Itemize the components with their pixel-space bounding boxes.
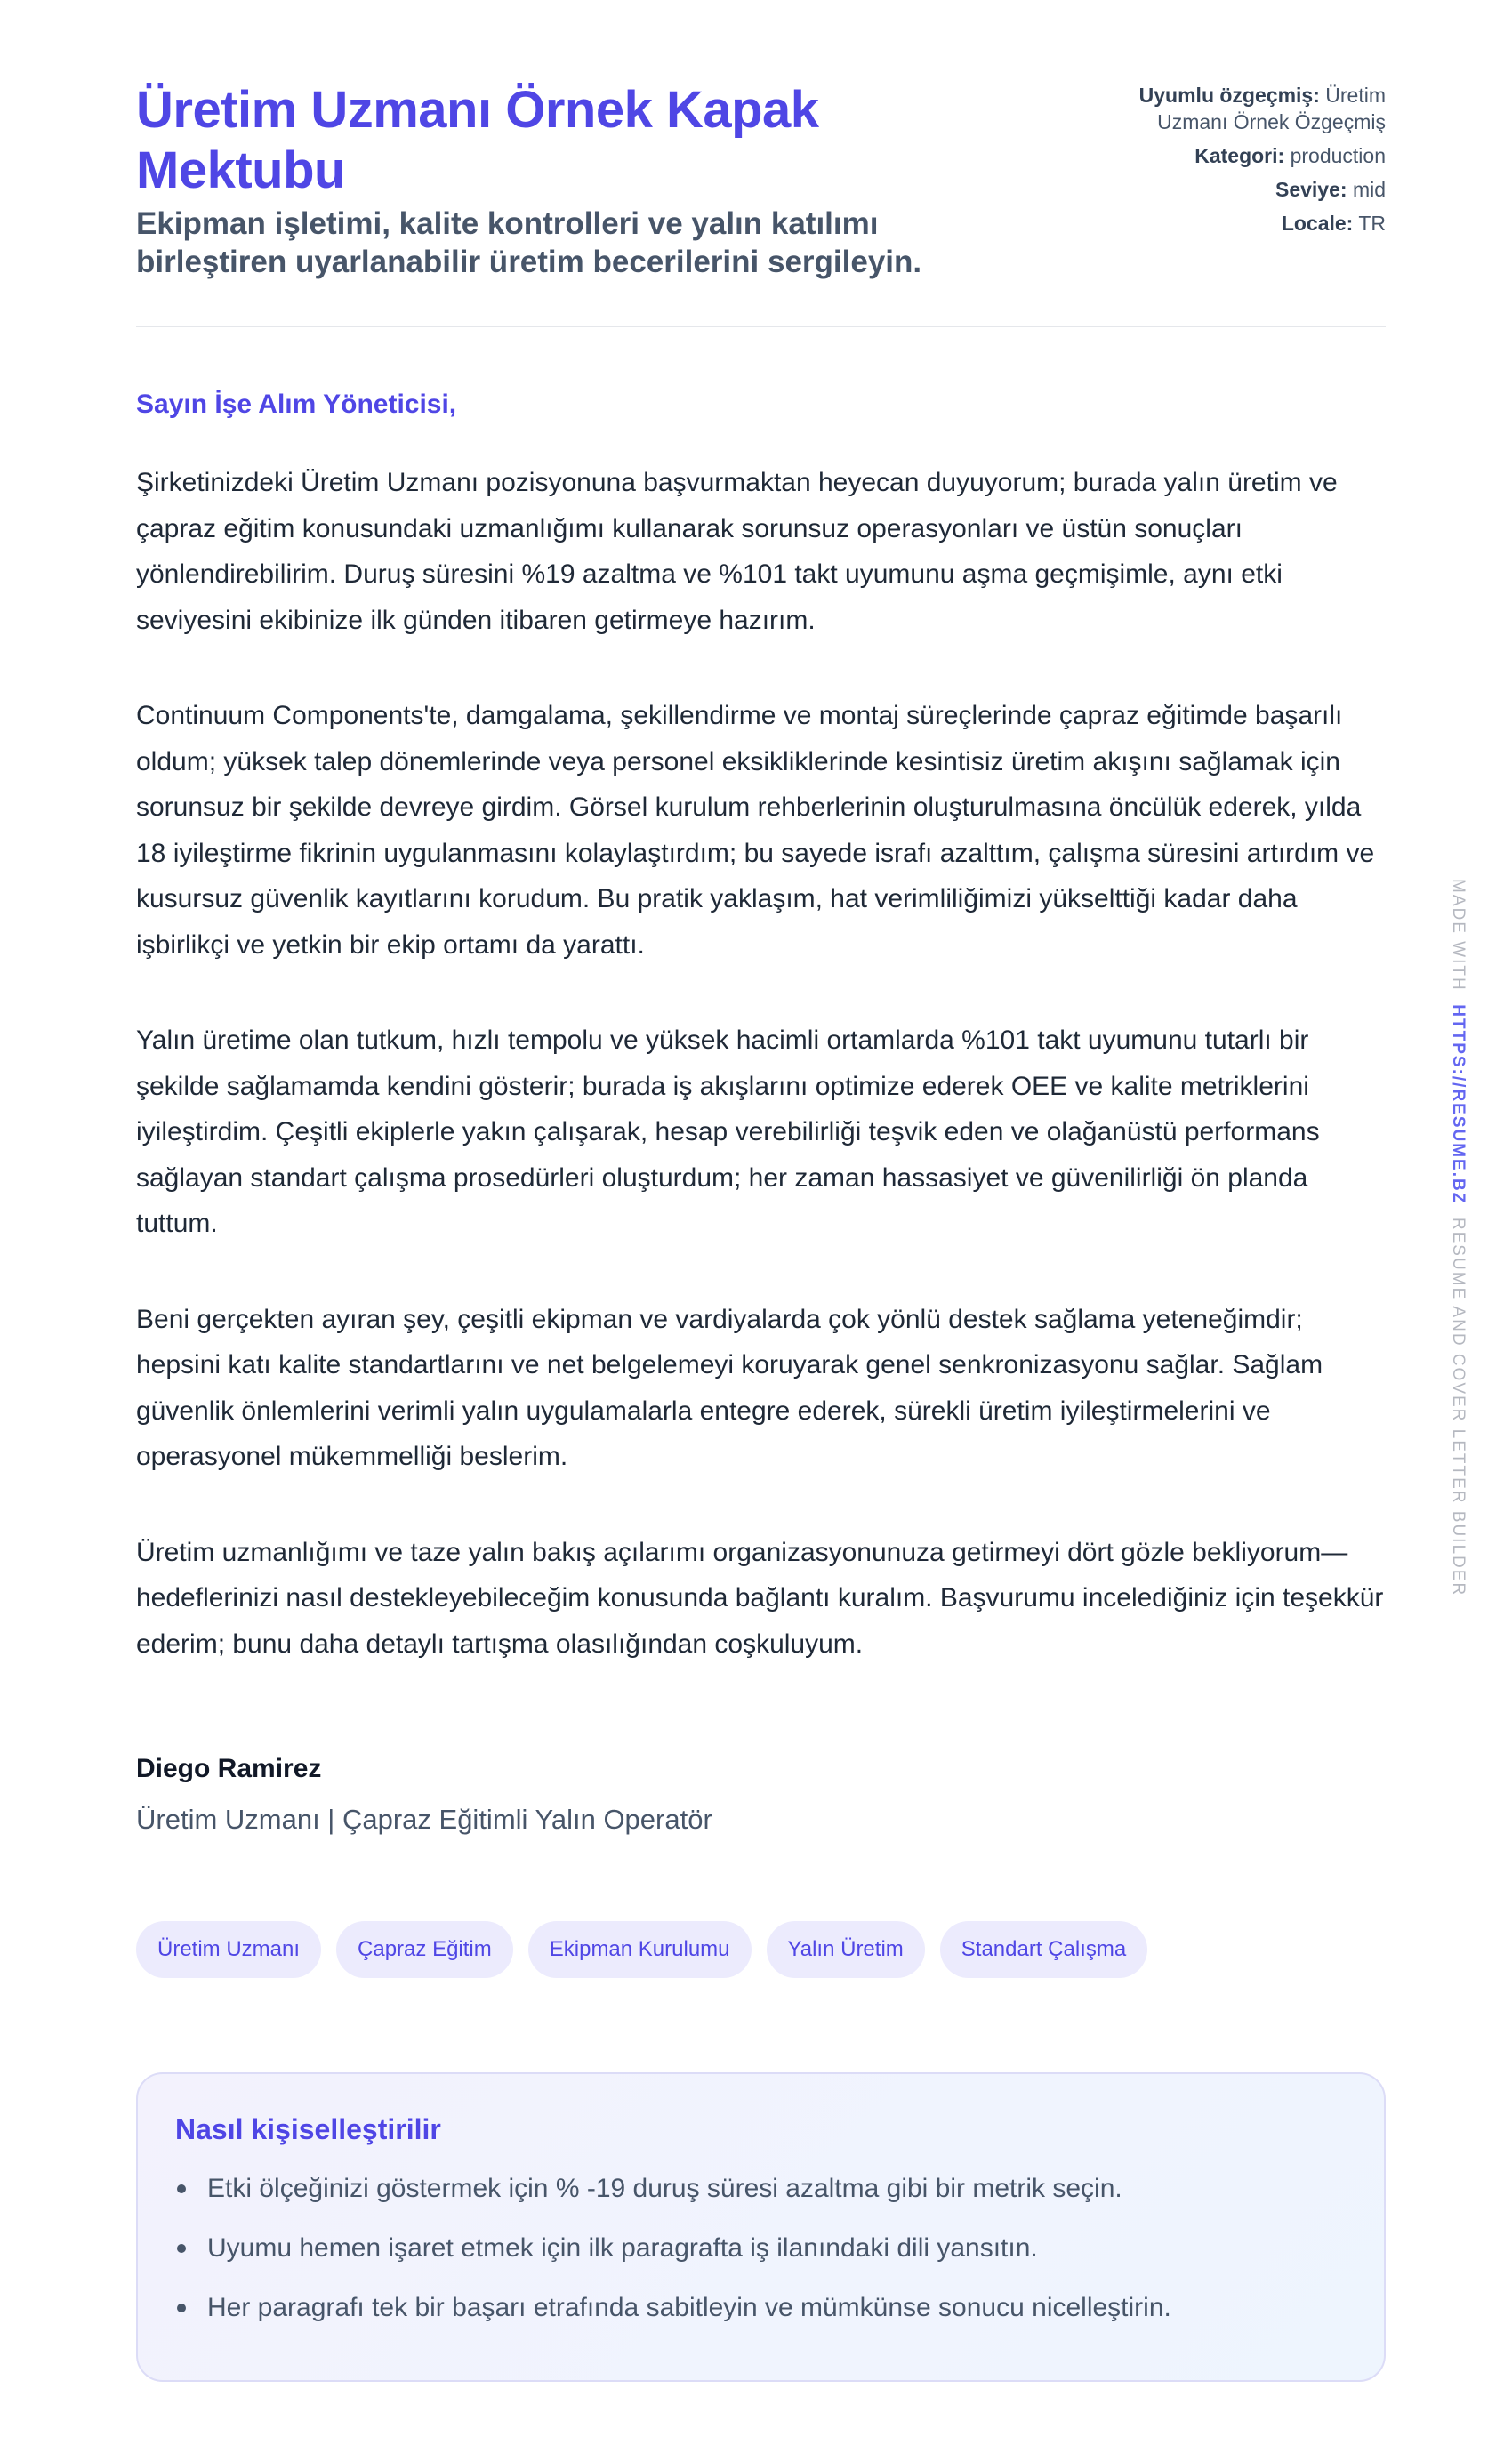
tag[interactable]: Üretim Uzmanı [136, 1921, 321, 1978]
tips-title: Nasıl kişiselleştirilir [175, 2113, 441, 2145]
paragraph: Şirketinizdeki Üretim Uzmanı pozisyonuna başvurmaktan heyecan duyuyorum; burada yalın üretim ve çapraz eğitim konusundaki uzmanlığımı kullanarak sorunsuz operasyonları ve üstün sonuçları yönlendirebilirim. Duruş süresini %19 azaltma ve %101 takt uyumunu aşma geçmişimle, aynı etki seviyesini ekibinize ilk günden itibaren getirmeye hazırım. [136, 468, 1338, 635]
customization-tips [136, 2072, 1386, 2382]
tag[interactable]: Standart Çalışma [940, 1921, 1147, 1978]
watermark-link[interactable]: HTTPS://RESUME.BZ [1449, 1004, 1468, 1205]
paragraph: Continuum Components'te, damgalama, şekillendirme ve montaj süreçlerinde çapraz eğitimde başarılı oldum; yüksek talep dönemlerinde veya personel eksikliklerinde kesintisiz üretim akışını sağlamak için sorunsuz bir şekilde devreye girdim. Görsel kurulum rehberlerinin oluşturulmasına öncülük ederek, yılda 18 iyileştirme fikrinin uygulanmasını kolaylaştırdım; bu sayede israfı azalttım, çalışma süresini artırdım ve kusursuz güvenlik kayıtlarını korudum. Bu pratik yaklaşım, hat verimliliğimizi yükselttiği kadar daha işbirlikçi ve yetkin bir ekip ortamı da yarattı. [136, 701, 1375, 960]
greeting: Sayın İşe Alım Yöneticisi, [136, 390, 457, 419]
meta-level: Seviye: mid [1275, 178, 1386, 201]
tag[interactable]: Çapraz Eğitim [336, 1921, 513, 1978]
signer-name: Diego Ramirez [136, 1754, 322, 1783]
divider [136, 326, 1386, 327]
meta-compatible-resume: Uyumlu özgeçmiş: Üretim Uzmanı Örnek Özgeçmiş [1138, 84, 1386, 133]
page-subtitle: Ekipman işletimi, kalite kontrolleri ve yalın katılımı birleştiren uyarlanabilir üretim becerilerini sergileyin. [136, 206, 922, 279]
bullet-icon [177, 2304, 186, 2312]
tip-item: Her paragrafı tek bir başarı etrafında sabitleyin ve mümkünse sonucu nicelleştirin. [175, 2290, 1347, 2326]
meta-category: Kategori: production [1194, 144, 1386, 167]
tag[interactable]: Yalın Üretim [767, 1921, 925, 1978]
paragraph: Beni gerçekten ayıran şey, çeşitli ekipman ve vardiyalarda çok yönlü destek sağlama yeteneğimdir; hepsini katı kalite standartlarını ve net belgelemeyi koruyarak genel senkronizasyonu sağlar. Sağlam güvenlik önlemlerini verimli yalın uygulamalarla entegre ederek, sürekli üretim iyileştirmelerini ve operasyonel mükemmelliği beslerim. [136, 1304, 1323, 1471]
header [136, 80, 1386, 281]
tip-item: Etki ölçeğinizi göstermek için % -19 duruş süresi azaltma gibi bir metrik seçin. [175, 2171, 1347, 2207]
tag[interactable]: Ekipman Kurulumu [528, 1921, 752, 1978]
meta-info [1092, 82, 1386, 281]
meta-locale: Locale: TR [1281, 212, 1386, 235]
page-title: Üretim Uzmanı Örnek Kapak Mektubu [136, 81, 819, 199]
paragraph: Yalın üretime olan tutkum, hızlı tempolu ve yüksek hacimli ortamlarda %101 takt uyumunu tutarlı bir şekilde sağlamamda kendini gösterir; burada iş akışlarını optimize ederek OEE ve kalite metriklerini iyileştirdim. Çeşitli ekiplerle yakın çalışarak, hesap verebilirliği teşvik eden ve olağanüstü performans sağlayan standart çalışma prosedürleri oluşturdum; her zaman hassasiyet ve güvenilirliği ön planda tuttum. [136, 1025, 1320, 1238]
paragraph: Üretim uzmanlığımı ve taze yalın bakış açılarımı organizasyonunuza getirmeyi dört gözle bekliyorum—hedeflerinizi nasıl destekleyebileceğim konusunda bağlantı kuralım. Başvurumu incelediğiniz için teşekkür ederim; bunu daha detaylı tartışma olasılığından coşkuluyum. [136, 1537, 1384, 1659]
letter-body [136, 460, 1390, 1717]
compatible-resume-link[interactable]: Üretim Uzmanı Örnek Özgeçmiş [1157, 84, 1386, 133]
bullet-icon [177, 2244, 186, 2253]
signature [136, 1754, 712, 1836]
tag-list [136, 1921, 1147, 1978]
tip-item: Uyumu hemen işaret etmek için ilk paragrafta iş ilanındaki dili yansıtın. [175, 2231, 1347, 2266]
signer-role: Üretim Uzmanı | Çapraz Eğitimli Yalın Operatör [136, 1804, 712, 1835]
bullet-icon [177, 2184, 186, 2193]
watermark: MADE WITH HTTPS://RESUME.BZ RESUME AND COVER LETTER BUILDER [1449, 879, 1468, 1597]
